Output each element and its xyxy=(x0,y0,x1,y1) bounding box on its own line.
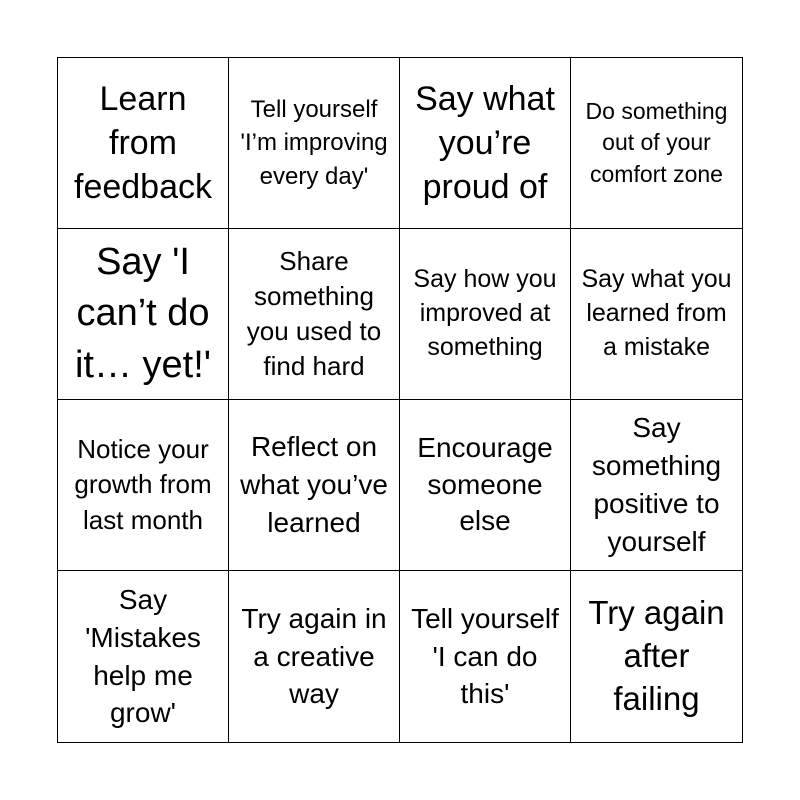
bingo-cell[interactable] xyxy=(400,229,571,400)
bingo-cell[interactable] xyxy=(229,400,400,571)
bingo-cell-text: Say what you’re proud of xyxy=(415,79,555,207)
bingo-cell-text: Say something positive to yourself xyxy=(591,412,722,557)
bingo-cell-text: Reflect on what you’ve learned xyxy=(240,431,388,538)
bingo-cell-text: Tell yourself 'I’m improving every day' xyxy=(240,95,388,190)
bingo-cell[interactable] xyxy=(229,571,400,742)
bingo-cell[interactable] xyxy=(400,571,571,742)
bingo-cell-text: Say 'I can’t do it… yet!' xyxy=(74,241,212,386)
bingo-cell[interactable] xyxy=(571,400,742,571)
bingo-cell-text: Say how you improved at something xyxy=(413,265,557,361)
bingo-cell-text: Encourage someone else xyxy=(417,432,553,537)
bingo-cell-text: Try again in a creative way xyxy=(241,602,387,710)
bingo-cell-text: Notice your growth from last month xyxy=(74,434,212,535)
bingo-cell[interactable] xyxy=(571,229,742,400)
bingo-cell-text: Do something out of your comfort zone xyxy=(585,98,728,187)
bingo-cell[interactable] xyxy=(58,58,229,229)
bingo-cell[interactable] xyxy=(229,229,400,400)
bingo-cell-text: Learn from feedback xyxy=(74,79,212,207)
bingo-cell[interactable] xyxy=(58,229,229,400)
bingo-cell[interactable] xyxy=(229,58,400,229)
bingo-cell-text: Tell yourself 'I can do this' xyxy=(411,602,559,710)
bingo-cell[interactable] xyxy=(58,571,229,742)
bingo-cell[interactable] xyxy=(58,400,229,571)
bingo-cell-text: Try again after failing xyxy=(588,594,725,717)
bingo-cell[interactable] xyxy=(400,58,571,229)
bingo-cell-text: Share something you used to find hard xyxy=(246,245,382,382)
bingo-cell[interactable] xyxy=(571,58,742,229)
bingo-cell[interactable] xyxy=(571,571,742,742)
bingo-cell-text: Say what you learned from a mistake xyxy=(581,265,732,361)
bingo-board xyxy=(57,57,743,743)
bingo-cell-text: Say 'Mistakes help me grow' xyxy=(85,583,201,729)
bingo-cell[interactable] xyxy=(400,400,571,571)
